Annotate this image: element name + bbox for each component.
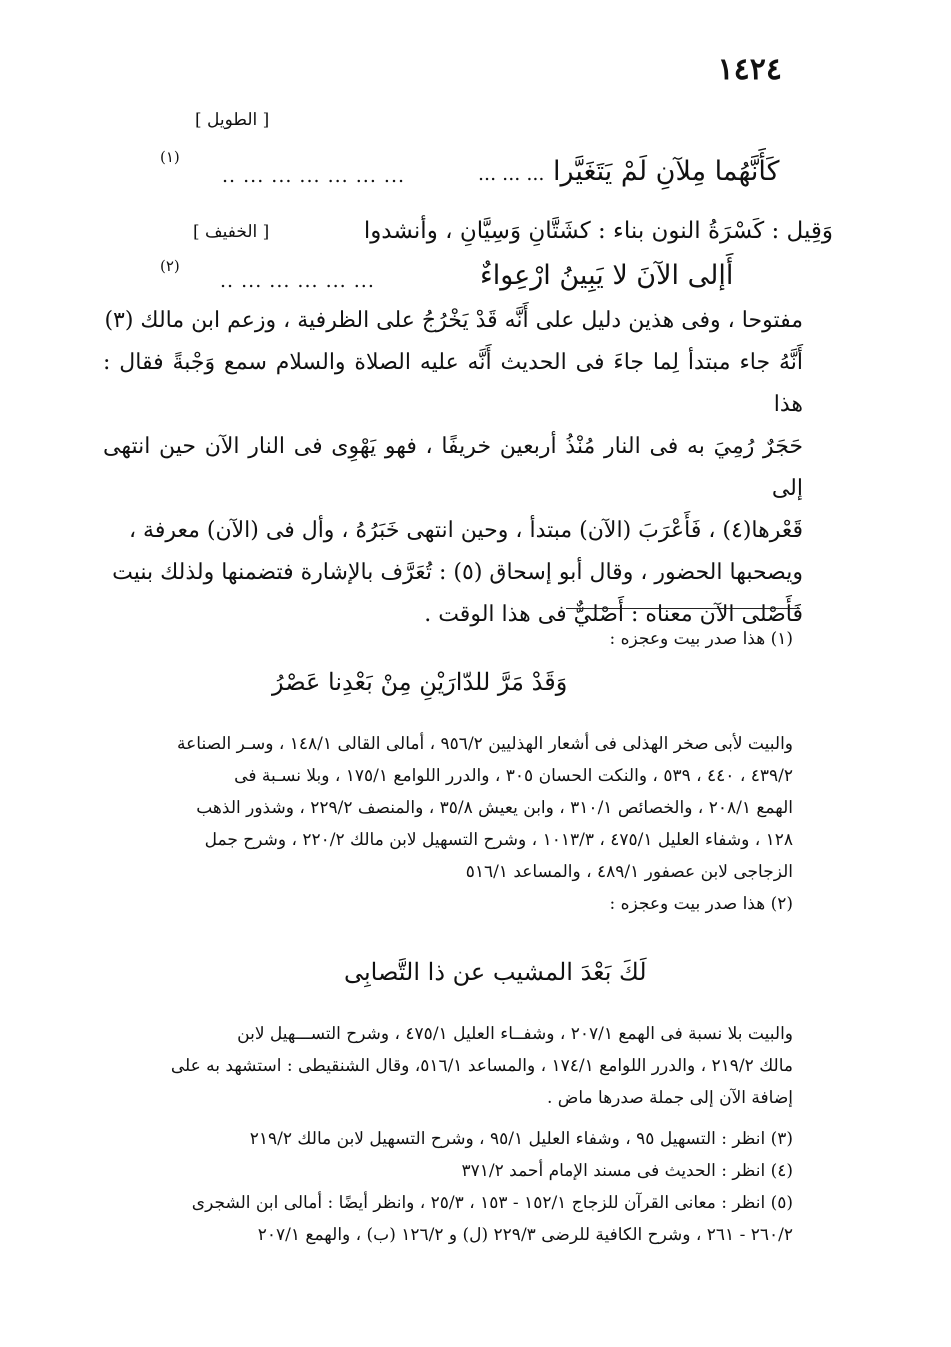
body-line: حَجَرٌ رُمِيَ به فى النار مُنْذُ أربعين خريفًا ، فهو يَهْوِى فى النار الآن حين انتهى إلى — [103, 434, 803, 501]
meter-label-khafif: [ الخفيف ] — [193, 222, 270, 242]
body-line: فَأَصْلى الآن معناه : أَصْليٌّ فى هذا الوقت . — [424, 602, 803, 627]
footnote-1-verse: وَقَدْ مَرَّ للدّارَيْنِ مِنْ بَعْدِنا عَصْرُ — [272, 668, 568, 696]
verse-1-first-half-text: كَأَنَّهُما مِلآنِ لَمْ يَتَغَيَّرا — [553, 156, 780, 187]
footnote-line: مالك ٢١٩/٢ ، والدرر اللوامع ١٧٤/١ ، والمساعد ٥١٦/١، وقال الشنقيطى : استشهد به على — [170, 1056, 793, 1076]
verse-2-first-half: أَإلى الآنَ لا يَبِينُ ارْعِواءٌ — [480, 260, 734, 291]
body-line: قَعْرها(٤) ، فَأَعْرَبَ (الآن) مبتدأ ، وحين انتهى خَبَرُهُ ، وأل فى (الآن) معرفة ، — [128, 518, 803, 543]
footnotes-3-to-5 — [103, 1123, 793, 1251]
footnote-line: (١) هذا صدر بيت وعجزه : — [609, 629, 793, 649]
footnote-2-heading: (٢) هذا صدر بيت وعجزه : — [609, 894, 793, 914]
footnote-3: (٣) انظر : التسهيل ٩٥ ، وشفاء العليل ٩٥/١ ، وشرح التسهيل لابن مالك ٢١٩/٢ — [249, 1129, 793, 1149]
verse-2-second-half-dots: .. ... ... ... ... ... — [220, 270, 375, 292]
footnote-line: الهمع ٢٠٨/١ ، والخصائص ٣١٠/١ ، وابن يعيش ٣٥/٨ ، والمنصف ٢٢٩/٢ ، وشذور الذهب — [196, 798, 793, 818]
footnote-1-heading — [103, 623, 793, 655]
verse-1-second-half-dots: .. ... ... ... ... ... ... — [222, 165, 406, 187]
footnote-4: (٤) انظر : الحديث فى مسند الإمام أحمد ٣٧١/٢ — [461, 1161, 793, 1181]
footnote-1-body — [103, 728, 793, 920]
body-line: مفتوحا ، وفى هذين دليل على أَنَّه قَدْ يَخْرُجُ على الظرفية ، وزعم ابن مالك (٣) — [104, 308, 803, 333]
meter-label-tawil: [ الطويل ] — [195, 110, 270, 130]
page-number: ١٤٢٤ — [717, 52, 782, 87]
body-paragraph — [103, 300, 803, 636]
footnote-line: الزجاجى لابن عصفور ٤٨٩/١ ، والمساعد ٥١٦/١ — [465, 862, 793, 882]
footnote-line: ١٢٨ ، وشفاء العليل ٤٧٥/١ ، ١٠١٣/٣ ، وشرح التسهيل لابن مالك ٢٢٠/٢ ، وشرح جمل — [204, 830, 793, 850]
footnote-line: والبيت لأبى صخر الهذلى فى أشعار الهذليين ٩٥٦/٢ ، أمالى القالى ١٤٨/١ ، وسـر الصناعة — [177, 734, 793, 754]
footnote-line: ٤٣٩/٢ ، ٤٤٠ ، ٥٣٩ ، والنكت الحسان ٣٠٥ ، والدرر اللوامع ١٧٥/١ ، وبلا نسـبة فى — [234, 766, 793, 786]
footnote-5-continued: ٢٦٠/٢ - ٢٦١ ، وشرح الكافية للرضى ٢٢٩/٣ (ل) و ١٢٦/٢ (ب) ، والهمع ٢٠٧/١ — [257, 1225, 793, 1245]
verse-1-footnote-mark: (١) — [160, 148, 180, 166]
footnote-5: (٥) انظر : معانى القرآن للزجاج ١٥٢/١ - ١٥٣ ، ٢٥/٣ ، وانظر أيضًا : أمالى ابن الشجرى — [191, 1193, 793, 1213]
footnote-2-verse: لَكَ بَعْدَ المشيب عن ذا التَّصابِى — [344, 958, 647, 986]
body-line: أَنَّهُ جاء مبتدأ لِما جاءَ فى الحديث أَنَّه عليه الصلاة والسلام سمع وَجْبةً فقال : هذا — [103, 350, 803, 417]
verse-2-footnote-mark: (٢) — [160, 257, 180, 275]
footnote-2-body — [103, 1018, 793, 1114]
verse-1-first-half — [478, 156, 780, 187]
body-line: ويصحبها الحضور ، وقال أبو إسحاق (٥) : تُعَرَّف بالإشارة فتضمنها ولذلك بنيت — [112, 560, 803, 585]
footnote-line: والبيت بلا نسبة فى الهمع ٢٠٧/١ ، وشفــاء العليل ٤٧٥/١ ، وشرح التســـهيل لابن — [237, 1024, 793, 1044]
footnote-separator — [566, 608, 800, 609]
line-qil-text: وَقِيل : كَسْرَةُ النون بناء : كشَتَّانِ وَسِيَّانِ ، وأنشدوا — [363, 218, 833, 244]
verse-1-trailing-dots: ... ... ... — [478, 163, 545, 185]
footnote-line: إضافة الآن إلى جملة صدرها ماض . — [546, 1088, 793, 1108]
